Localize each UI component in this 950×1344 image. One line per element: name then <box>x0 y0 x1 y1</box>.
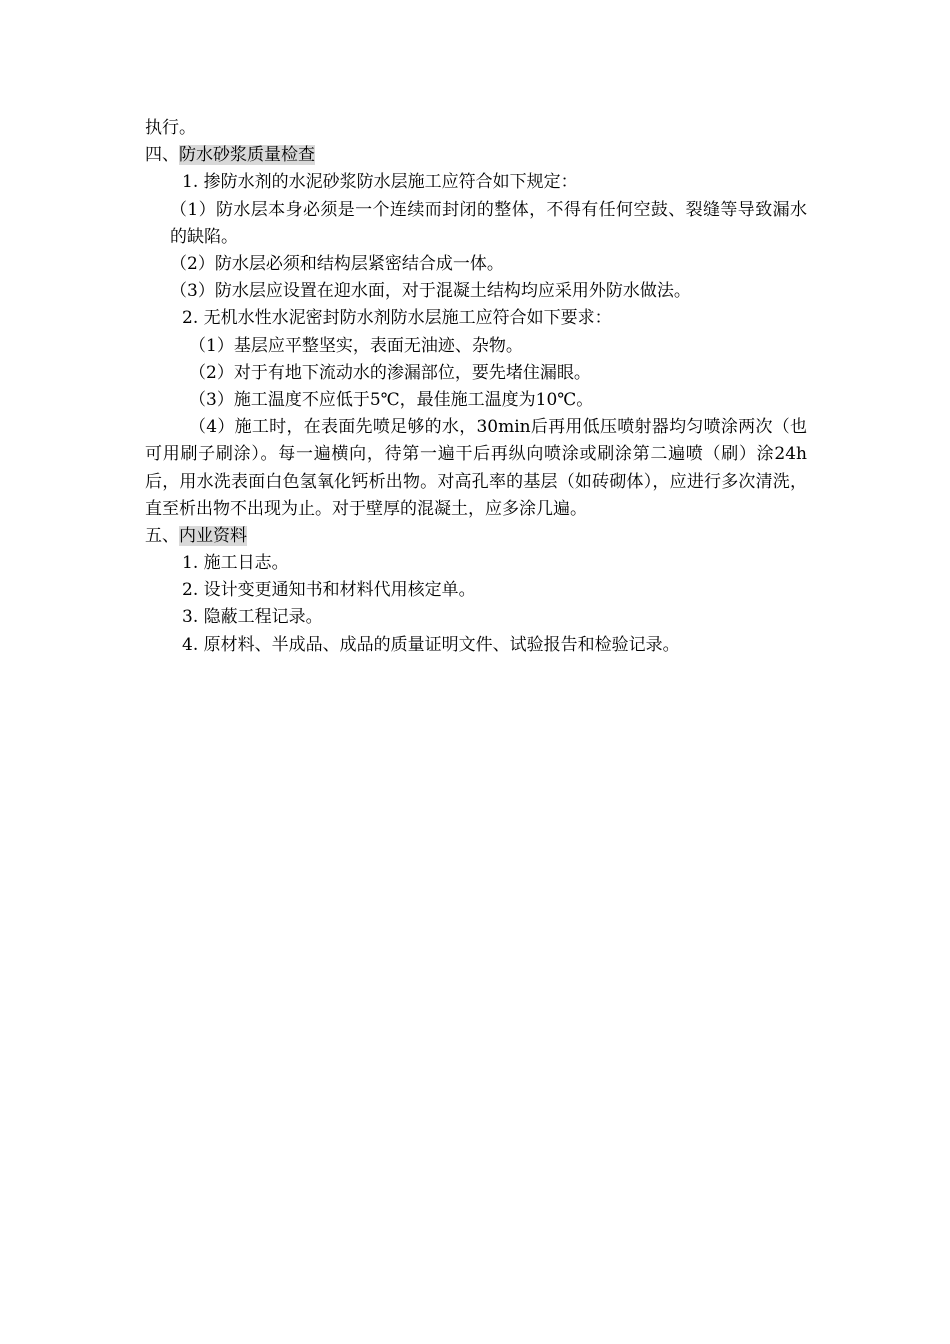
sub-item-1-1 <box>145 197 807 251</box>
sub-item-1-2 <box>145 251 807 278</box>
item-label: 2. <box>182 308 199 329</box>
item-text: 无机水性水泥密封防水剂防水层施工应符合如下要求： <box>203 308 612 329</box>
list-item-1 <box>145 169 807 196</box>
sub-item-text: （2）对于有地下流动水的渗漏部位，要先堵住漏眼。 <box>189 362 591 383</box>
list-item <box>145 550 807 577</box>
document-body <box>145 115 807 659</box>
sub-item-text: （2）防水层必须和结构层紧密结合成一体。 <box>170 253 504 274</box>
sub-item-text: （3）施工温度不应低于5℃，最佳施工温度为10℃。 <box>189 389 594 410</box>
item-label: 3. <box>182 607 199 628</box>
section-title: 内业资料 <box>179 525 247 546</box>
sub-item-2-1 <box>145 333 807 360</box>
item-text: 原材料、半成品、成品的质量证明文件、试验报告和检验记录。 <box>203 634 680 655</box>
section-number: 五、 <box>145 525 179 546</box>
section-heading-4 <box>145 142 807 169</box>
list-item <box>145 632 807 659</box>
list-item-2 <box>145 305 807 332</box>
item-label: 1. <box>182 553 199 574</box>
sub-item-text: （1）基层应平整坚实，表面无油迹、杂物。 <box>189 335 523 356</box>
sub-item-text: （4）施工时，在表面先喷足够的水，30min后再用低压喷射器均匀喷涂两次（也可用刷子刷涂）。每一遍横向，待第一遍干后再纵向喷涂或刷涂第二遍喷（刷）涂24h后，用水洗表面白色氢氧化钙析出物。对高孔率的基层（如砖砌体），应进行多次清洗，直至析出物不出现为止。对于壁厚的混凝土，应多涂几遍。 <box>145 417 807 519</box>
item-text: 隐蔽工程记录。 <box>203 607 323 628</box>
list-item <box>145 604 807 631</box>
sub-item-2-4 <box>145 414 807 523</box>
item-text: 掺防水剂的水泥砂浆防水层施工应符合如下规定： <box>203 172 578 193</box>
paragraph-continuation <box>145 115 807 142</box>
sub-item-1-3 <box>145 278 807 305</box>
sub-item-2-3 <box>145 387 807 414</box>
sub-item-text: （3）防水层应设置在迎水面，对于混凝土结构均应采用外防水做法。 <box>170 281 691 302</box>
section-heading-5 <box>145 523 807 550</box>
sub-item-text: （1）防水层本身必须是一个连续而封闭的整体，不得有任何空鼓、裂缝等导致漏水的缺陷。 <box>170 199 807 247</box>
item-label: 4. <box>182 634 199 655</box>
continuation-text: 执行。 <box>145 118 196 138</box>
section-number: 四、 <box>145 145 179 166</box>
item-text: 设计变更通知书和材料代用核定单。 <box>203 580 476 601</box>
item-label: 1. <box>182 172 199 193</box>
list-item <box>145 577 807 604</box>
item-label: 2. <box>182 580 199 601</box>
item-text: 施工日志。 <box>203 553 289 574</box>
section-title: 防水砂浆质量检查 <box>179 145 315 166</box>
sub-item-2-2 <box>145 360 807 387</box>
